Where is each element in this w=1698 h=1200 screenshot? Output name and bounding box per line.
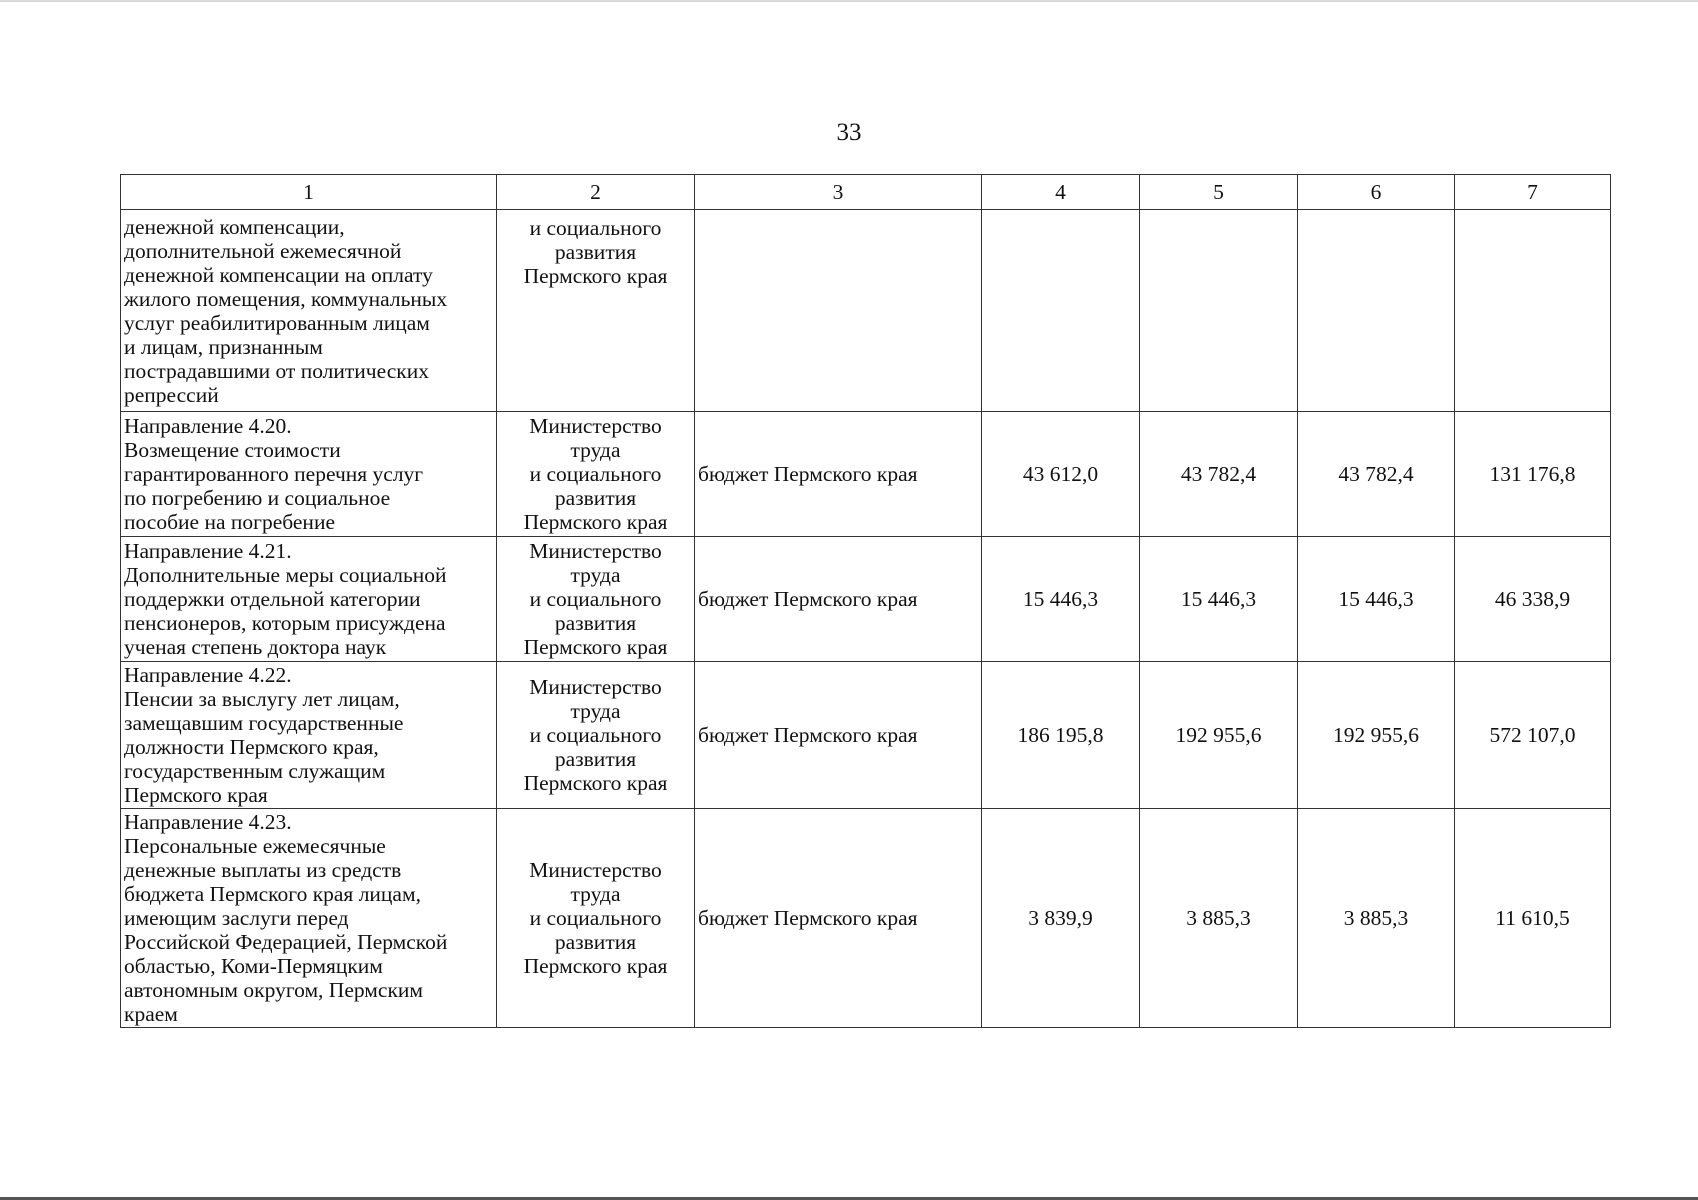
page-number: 33 [836, 119, 862, 146]
direction-name-cell: Направление 4.21. Дополнительные меры социальной поддержки отдельной категории пенсионеров, которым присуждена ученая степень доктора наук [121, 537, 497, 662]
value-cell-col7: 572 107,0 [1455, 662, 1611, 809]
value-cell-col6 [1298, 210, 1455, 412]
column-header-1: 1 [121, 175, 497, 210]
value-cell-col5 [1140, 210, 1298, 412]
value-cell-col7: 46 338,9 [1455, 537, 1611, 662]
value-cell-col6: 192 955,6 [1298, 662, 1455, 809]
direction-name-cell: Направление 4.23. Персональные ежемесячные денежные выплаты из средств бюджета Пермского края лицам, имеющим заслуги перед Российской Федерацией, Пермской областью, Коми-Пермяцким автономным округом, Пермским краем [121, 809, 497, 1028]
value-cell-col6: 43 782,4 [1298, 412, 1455, 537]
funding-source-cell: бюджет Пермского края [695, 662, 982, 809]
funding-source-cell: бюджет Пермского края [695, 412, 982, 537]
value-cell-col6: 15 446,3 [1298, 537, 1455, 662]
table-row [121, 412, 1611, 537]
table-row [121, 537, 1611, 662]
column-header-6: 6 [1298, 175, 1455, 210]
table-row [121, 662, 1611, 809]
value-cell-col5: 15 446,3 [1140, 537, 1298, 662]
scan-edge-top [0, 0, 1698, 2]
responsible-executor-cell: Министерство труда и социального развития Пермского края [497, 537, 695, 662]
value-cell-col6: 3 885,3 [1298, 809, 1455, 1028]
funding-source-cell: бюджет Пермского края [695, 809, 982, 1028]
value-cell-col4: 43 612,0 [982, 412, 1140, 537]
value-cell-col7: 11 610,5 [1455, 809, 1611, 1028]
column-header-5: 5 [1140, 175, 1298, 210]
responsible-executor-cell: и социального развития Пермского края [497, 210, 695, 412]
funding-source-cell: бюджет Пермского края [695, 537, 982, 662]
value-cell-col4: 3 839,9 [982, 809, 1140, 1028]
value-cell-col5: 43 782,4 [1140, 412, 1298, 537]
value-cell-col4 [982, 210, 1140, 412]
direction-name-cell: денежной компенсации, дополнительной ежемесячной денежной компенсации на оплату жилого помещения, коммунальных услуг реабилитированным лицам и лицам, признанным пострадавшими от политических репрессий [121, 210, 497, 412]
responsible-executor-cell: Министерство труда и социального развития Пермского края [497, 662, 695, 809]
value-cell-col7: 131 176,8 [1455, 412, 1611, 537]
header-row [121, 175, 1611, 210]
value-cell-col7 [1455, 210, 1611, 412]
value-cell-col4: 186 195,8 [982, 662, 1140, 809]
responsible-executor-cell: Министерство труда и социального развития Пермского края [497, 412, 695, 537]
column-header-2: 2 [497, 175, 695, 210]
value-cell-col5: 3 885,3 [1140, 809, 1298, 1028]
funding-source-cell [695, 210, 982, 412]
table-row [121, 210, 1611, 412]
value-cell-col5: 192 955,6 [1140, 662, 1298, 809]
budget-table [120, 174, 1611, 1028]
column-header-3: 3 [695, 175, 982, 210]
column-header-4: 4 [982, 175, 1140, 210]
table-row [121, 809, 1611, 1028]
column-header-7: 7 [1455, 175, 1611, 210]
responsible-executor-cell: Министерство труда и социального развития Пермского края [497, 809, 695, 1028]
direction-name-cell: Направление 4.20. Возмещение стоимости гарантированного перечня услуг по погребению и социальное пособие на погребение [121, 412, 497, 537]
direction-name-cell: Направление 4.22. Пенсии за выслугу лет лицам, замещавшим государственные должности Пермского края, государственным служащим Пермского края [121, 662, 497, 809]
value-cell-col4: 15 446,3 [982, 537, 1140, 662]
